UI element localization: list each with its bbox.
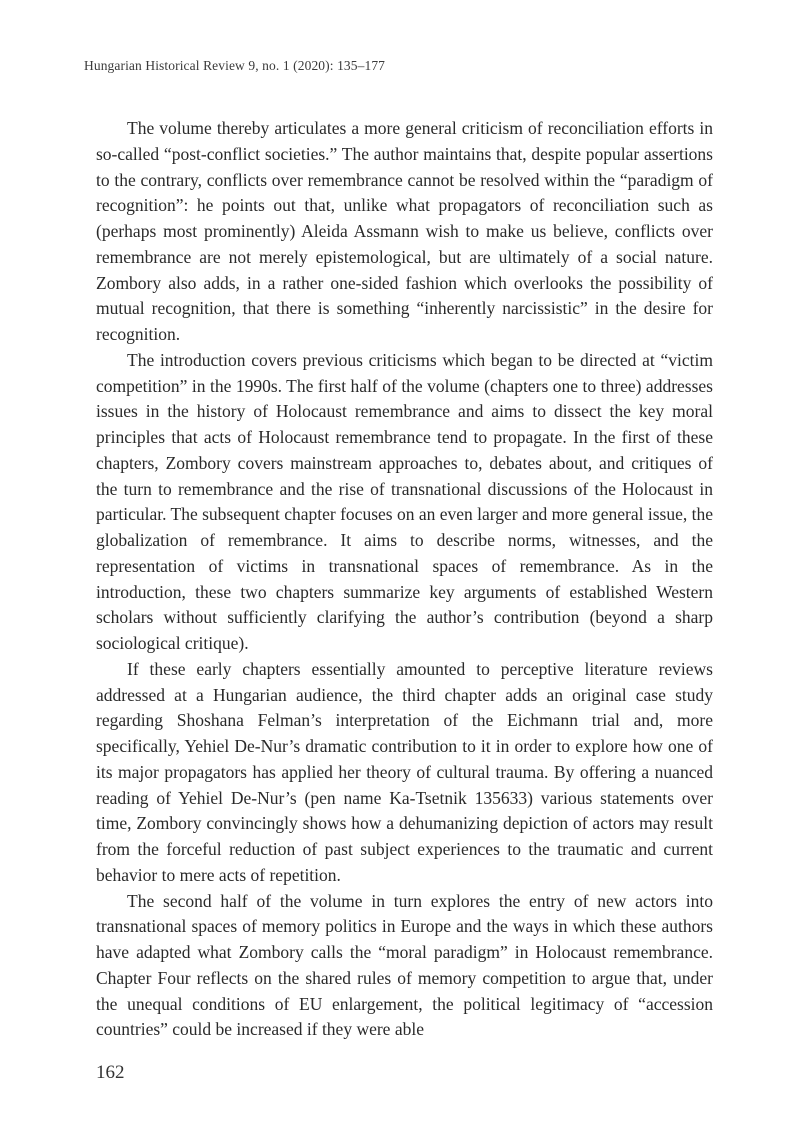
- paragraph: The introduction covers previous criticisms which began to be directed at “victim competition” in the 1990s. The first half of the volume (chapters one to three) addresses issues in the history of Holocaust remembrance and aims to dissect the key moral principles that acts of Holocaust remembrance tend to propagate. In the first of these chapters, Zombory covers mainstream approaches to, debates about, and critiques of the turn to remembrance and the rise of transnational discussions of the Holocaust in particular. The subsequent chapter focuses on an even larger and more general issue, the globalization of remembrance. It aims to describe norms, witnesses, and the representation of victims in transnational spaces of remembrance. As in the introduction, these two chapters summarize key arguments of established Western scholars without sufficiently clarifying the author’s contribution (beyond a sharp sociological critique).: [96, 349, 713, 653]
- paragraph: The second half of the volume in turn explores the entry of new actors into transnational spaces of memory politics in Europe and the ways in which these authors have adapted what Zombory calls the “moral paradigm” in Holocaust remembrance. Chapter Four reflects on the shared rules of memory competition to argue that, under the unequal conditions of EU enlargement, the political legitimacy of “accession countries” could be increased if they were able: [96, 890, 713, 1040]
- paragraph: The volume thereby articulates a more general criticism of reconciliation efforts in so-called “post-conflict societies.” The author maintains that, despite popular assertions to the contrary, conflicts over remembrance cannot be resolved within the “paradigm of recognition”: he points out that, unlike what propagators of reconciliation such as (perhaps most prominently) Aleida Assmann wish to make us believe, conflicts over remembrance are not merely epistemological, but are ultimately of a social nature. Zombory also adds, in a rather one-sided fashion which overlooks the possibility of mutual recognition, that there is something “inherently narcissistic” in the desire for recognition.: [96, 118, 713, 344]
- page-number: 162: [96, 1062, 125, 1083]
- paragraph: If these early chapters essentially amounted to perceptive literature reviews addressed at a Hungarian audience, the third chapter adds an original case study regarding Shoshana Felman’s interpretation of the Eichmann trial and, more specifically, Yehiel De-Nur’s dramatic contribution to it in order to explore how one of its major propagators has applied her theory of cultural trauma. By offering a nuanced reading of Yehiel De-Nur’s (pen name Ka-Tsetnik 135633) various statements over time, Zombory convincingly shows how a dehumanizing depiction of actors may result from the forceful reduction of past subject experiences to the traumatic and current behavior to mere acts of repetition.: [96, 658, 713, 885]
- article-body: [96, 116, 713, 1043]
- running-header: Hungarian Historical Review 9, no. 1 (2020): 135–177: [84, 58, 386, 73]
